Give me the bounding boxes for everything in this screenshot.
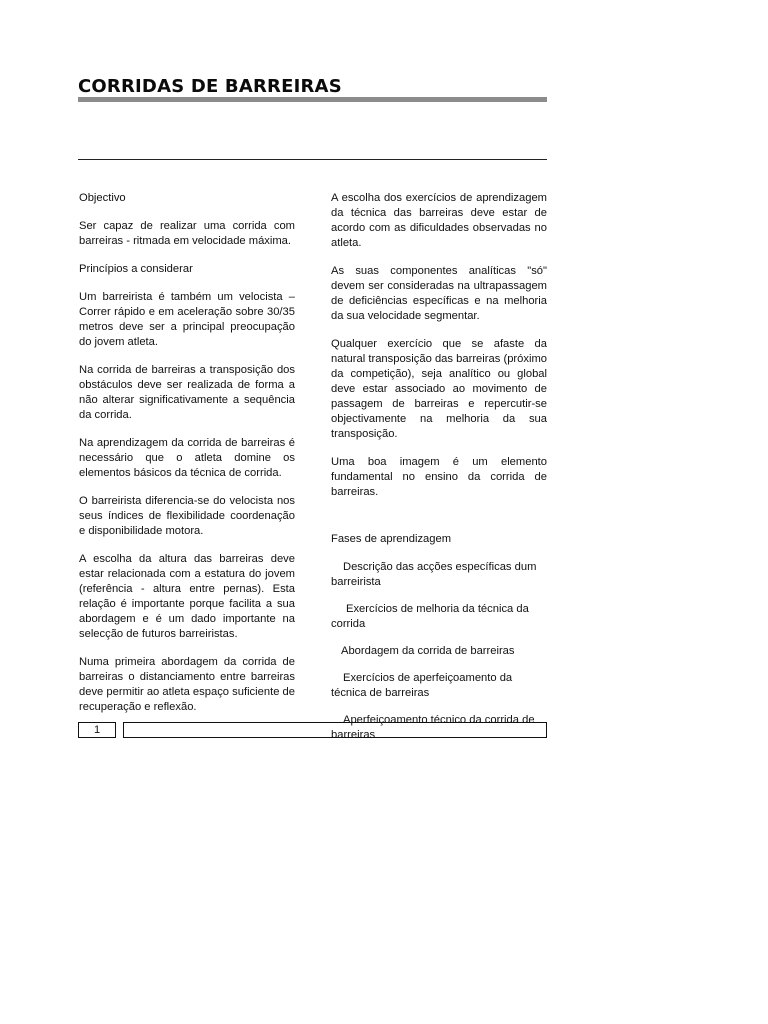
- phase-item: Descrição das acções específicas dum barreirista: [331, 561, 537, 588]
- paragraph: Qualquer exercício que se afaste da natural transposição das barreiras (próximo da competição), seja analítico ou global deve estar associado ao movimento de passagem de barreiras e repercutir-se objectivamente na melhoria da sua transposição.: [331, 338, 547, 440]
- footer-box: [123, 722, 547, 738]
- phase-item: Aperfeiçoamento técnico da corrida de barreiras: [331, 714, 535, 741]
- page-title: CORRIDAS DE BARREIRAS: [78, 76, 342, 97]
- paragraph: Na aprendizagem da corrida de barreiras é necessário que o atleta domine os elementos básicos da técnica de corrida.: [79, 437, 295, 479]
- paragraph: O barreirista diferencia-se do velocista nos seus índices de flexibilidade coordenação e disponibilidade motora.: [79, 495, 295, 537]
- paragraph: Uma boa imagem é um elemento fundamental no ensino da corrida de barreiras.: [331, 456, 547, 498]
- page-number: 1: [78, 722, 116, 738]
- phase-item: Exercícios de melhoria da técnica da corrida: [331, 603, 529, 630]
- section-heading-principles: Princípios a considerar: [79, 263, 193, 275]
- left-column: [79, 191, 295, 728]
- paragraph: Na corrida de barreiras a transposição dos obstáculos deve ser realizada de forma a não alterar significativamente a sequência da corrida.: [79, 364, 295, 421]
- paragraph: Um barreirista é também um velocista – Correr rápido e em aceleração sobre 30/35 metros deve ser a principal preocupação do jovem atleta.: [79, 291, 295, 348]
- phase-item: Exercícios de aperfeiçoamento da técnica de barreiras: [331, 672, 513, 699]
- paragraph: Ser capaz de realizar uma corrida com barreiras - ritmada em velocidade máxima.: [79, 220, 295, 247]
- paragraph: Numa primeira abordagem da corrida de barreiras o distanciamento entre barreiras deve permitir ao atleta espaço suficiente de recuperação e reflexão.: [79, 656, 295, 713]
- paragraph: As suas componentes analíticas "só" devem ser consideradas na ultrapassagem de deficiências específicas e na melhoria da sua velocidade segmentar.: [331, 265, 547, 322]
- right-column: [331, 191, 547, 755]
- title-underline-bar: [78, 97, 547, 102]
- paragraph: A escolha dos exercícios de aprendizagem da técnica das barreiras deve estar de acordo com as dificuldades observadas no atleta.: [331, 192, 547, 249]
- section-heading-phases: Fases de aprendizagem: [331, 533, 452, 545]
- phase-item: Abordagem da corrida de barreiras: [341, 645, 515, 657]
- section-divider: [78, 159, 547, 160]
- paragraph: A escolha da altura das barreiras deve estar relacionada com a estatura do jovem (referência - altura entre pernas). Esta relação é importante porque facilita a sua abordagem e é um dado importante na selecção de futuros barreiristas.: [79, 553, 295, 640]
- section-heading-objective: Objectivo: [79, 192, 126, 204]
